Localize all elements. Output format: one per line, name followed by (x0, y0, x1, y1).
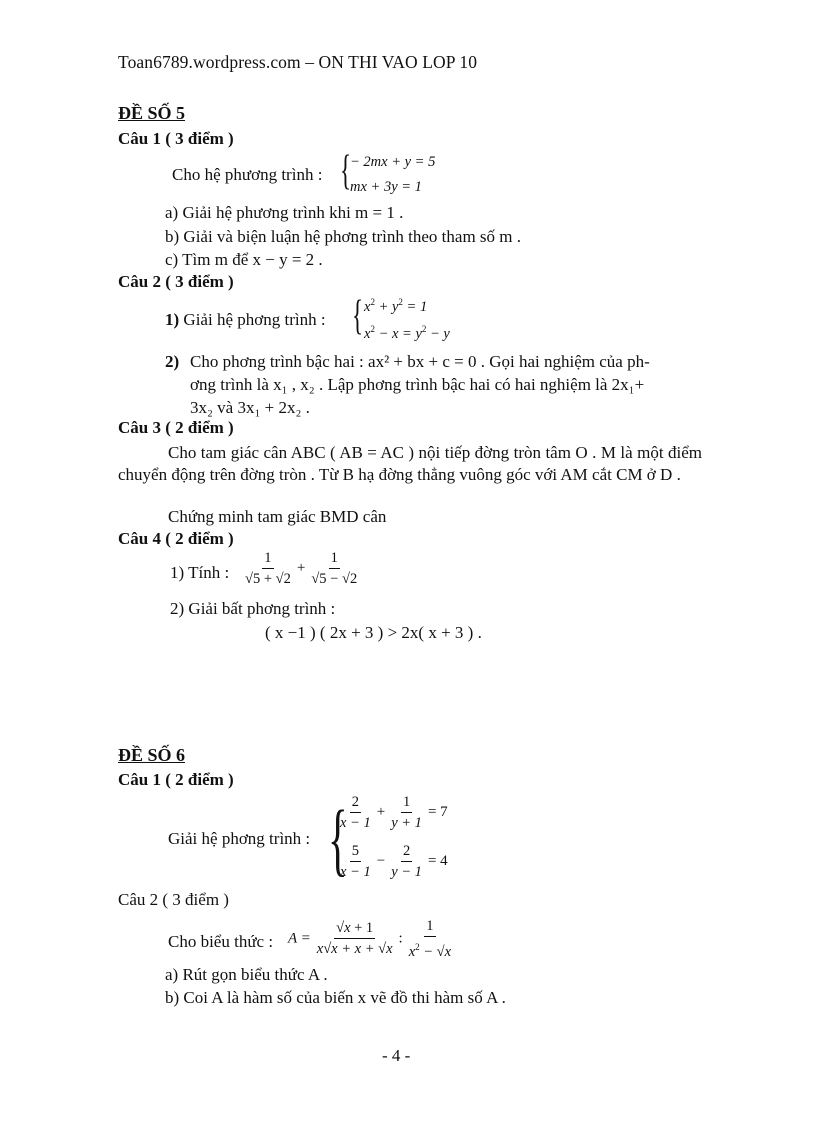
de5-cau1-intro: Cho hệ phương trình : (172, 165, 323, 184)
de6-cau2-title: Câu 2 ( 3 điểm ) (118, 890, 229, 909)
de5-cau4-title: Câu 4 ( 2 điểm ) (118, 529, 234, 548)
de5-cau1-c: c) Tìm m để x − y = 2 . (165, 250, 323, 269)
de5-cau2-p2-line1: Cho phơng trình bậc hai : ax² + bx + c = 0 . Gọi hai nghiệm của ph- (190, 352, 650, 371)
de5-cau2-eq2: $x^2 - x = y^2 - y$ (364, 324, 450, 342)
de5-cau1-b: b) Giải và biện luận hệ phơng trình theo tham số m . (165, 227, 522, 246)
de5-cau1-a: a) Giải hệ phương trình khi m = 1 . (165, 203, 404, 222)
page-number: - 4 - (382, 1046, 411, 1065)
de6-cau2-a: a) Rút gọn biểu thức A . (165, 965, 328, 984)
de6-title: ĐỀ SỐ 6 (118, 745, 186, 765)
de5-cau4-ineq: ( x −1 ) ( 2x + 3 ) > 2x( x + 3 ) . (265, 623, 482, 642)
de5-cau3-title: Câu 3 ( 2 điểm ) (118, 418, 234, 437)
sum-of-fractions: $\frac{1}{√5 + √2}$ + $\frac{1}{√5 - √2}$ (245, 550, 358, 587)
expression-A: A = $\frac{√x + 1}{x√x + x + √x}$ : $\frac{1}{x^2 - √x}$ (288, 918, 452, 960)
de5-cau2-eq1: $x^2 + y^2 = 1$ (364, 297, 428, 315)
de6-cau1-title: Câu 1 ( 2 điểm ) (118, 770, 234, 789)
de5-cau1-eq2: mx + 3y = 1 (350, 179, 422, 195)
de5-cau1-eq1: − 2mx + y = 5 (350, 154, 436, 170)
de5-cau3-text: Cho tam giác cân ABC ( AB = AC ) nội tiếp đờng tròn tâm O . M là một điểm chuyển động trên đờng tròn . Từ B hạ đờng thẳng vuông góc với AM cắt CM ở D . (118, 443, 702, 484)
de5-cau3-prove: Chứng minh tam giác BMD cân (168, 507, 387, 526)
fraction-1: $\frac{1}{√5 + √2}$ (245, 550, 291, 587)
de5-cau4-p1: 1) Tính : (170, 563, 230, 582)
system-brace: { (328, 793, 348, 884)
de5-cau2-p1-label: 1) (165, 310, 180, 329)
de5-cau2-p1-text: Giải hệ phơng trình : (183, 310, 326, 329)
de5-title: ĐỀ SỐ 5 (118, 103, 186, 123)
system-brace: { (340, 148, 352, 194)
fraction-2: $\frac{1}{√5 - √2}$ (311, 550, 358, 587)
de5-cau2-p2-line3: 3x₂ và 3x₁ + 2x₂ . (190, 398, 310, 417)
de6-cau2-intro: Cho biểu thức : (168, 932, 274, 951)
de5-cau2-p2-line2: ơng trình là x₁ , x₂ . Lập phơng trình bậc hai có hai nghiệm là 2x₁+ (190, 375, 645, 394)
de6-cau1-eq2: $\frac{5}{x - 1}$ − $\frac{2}{y - 1}$ = 4 (340, 843, 448, 880)
de5-cau2-p1 (165, 310, 326, 330)
de5-cau2-title: Câu 2 ( 3 điểm ) (118, 272, 234, 291)
de5-cau1-title: Câu 1 ( 3 điểm ) (118, 129, 234, 148)
de5-cau4-p2: 2) Giải bất phơng trình : (170, 599, 336, 618)
page-header: Toan6789.wordpress.com – ON THI VAO LOP 10 (118, 52, 478, 72)
de6-cau1-eq1: $\frac{2}{x - 1}$ + $\frac{1}{y + 1}$ = 7 (340, 794, 448, 831)
system-brace: { (352, 293, 364, 339)
de5-cau2-p2-label: 2) (165, 352, 180, 371)
de6-cau1-intro: Giải hệ phơng trình : (168, 829, 311, 848)
de6-cau2-b: b) Coi A là hàm số của biến x vẽ đồ thi hàm số A . (165, 988, 506, 1007)
